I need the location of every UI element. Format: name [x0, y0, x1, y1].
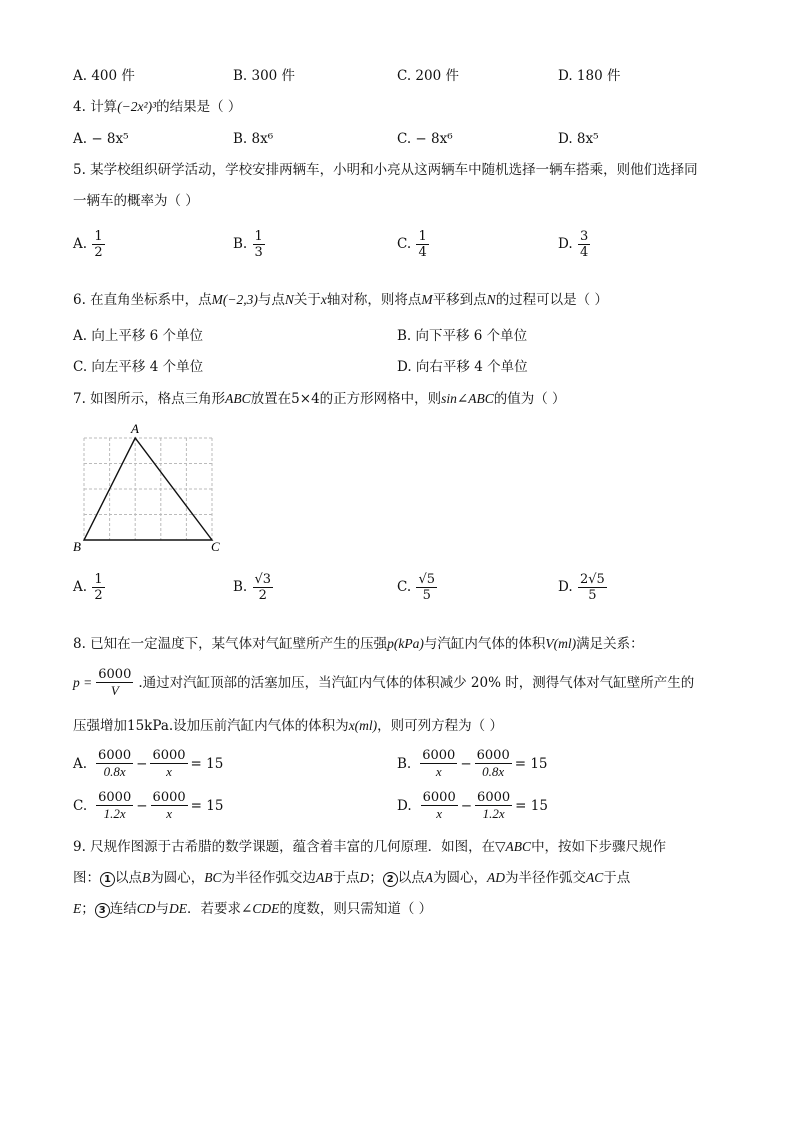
- q6-text: 轴对称，则将点: [326, 292, 422, 308]
- q5-option-c-label: C.: [397, 236, 412, 252]
- q9-text: 连结: [109, 901, 137, 917]
- q9-text: 图：: [73, 870, 100, 886]
- fraction: [151, 790, 188, 821]
- q6-option-a: A. 向上平移 6 个单位: [73, 328, 204, 344]
- fraction: [96, 790, 133, 821]
- q3-option-c: C. 200 件: [397, 68, 459, 84]
- q9-text: 的度数，则只需知道（ ）: [279, 901, 433, 917]
- q9-triangle: ▽ABC: [495, 839, 532, 854]
- q8-option-c-label: C.: [73, 797, 88, 814]
- q8-option-b-label: B.: [397, 755, 412, 772]
- numerator: 2√5: [579, 572, 605, 587]
- q9-text: 为圆心，: [150, 870, 205, 886]
- q7-text: 的值为（ ）: [493, 391, 566, 407]
- q8-pressure-increase: 15kPa: [127, 718, 169, 734]
- q8-option-d-equation: [420, 790, 548, 821]
- q8-option-a-label: A.: [73, 755, 88, 772]
- q8-formula-lhs: p =: [73, 674, 93, 690]
- q8-text: ，则可列方程为（ ）: [377, 718, 503, 734]
- q7-triangle-abc: [84, 438, 212, 540]
- q9-segment-de: DE: [169, 901, 188, 916]
- q6-text: 的过程可以是（ ）: [495, 292, 608, 308]
- q4-option-d: D. 8x⁵: [558, 131, 599, 147]
- denominator: 5: [422, 588, 431, 603]
- denominator: x: [435, 764, 442, 779]
- numerator: 3: [579, 229, 589, 244]
- q9-segment-bc: BC: [204, 870, 222, 885]
- denominator: V: [110, 683, 119, 698]
- q6-option-b: B. 向下平移 6 个单位: [397, 328, 528, 344]
- q8-pressure: p(kPa): [387, 636, 424, 651]
- q7-grid-size: 5×4: [291, 391, 320, 407]
- q6-point-m: M: [421, 292, 433, 307]
- q9-text: 于点: [332, 870, 360, 886]
- q7-option-b-fraction: [253, 572, 274, 603]
- q7-label-c: C: [211, 539, 220, 554]
- q8-option-b: [397, 748, 548, 779]
- q9-text: ；: [81, 901, 95, 917]
- q7-stem: [73, 390, 566, 408]
- q8-text: .通过对汽缸顶部的活塞加压，当汽缸内气体的体积减少 20% 时，测得气体对气缸壁所产生的: [138, 674, 695, 691]
- denominator: 0.8x: [482, 764, 505, 779]
- q4-option-c: C. − 8x⁶: [397, 131, 453, 147]
- q7-option-c-fraction: [416, 572, 437, 603]
- q8-option-c-equation: [95, 790, 223, 821]
- q6-point-n: N: [284, 292, 294, 307]
- q5-stem-line2: 一辆车的概率为（ ）: [73, 193, 199, 209]
- q7-option-a-label: A.: [73, 579, 88, 595]
- q9-text: 中，按如下步骤尺规作: [531, 839, 667, 855]
- q9-point-b: B: [142, 870, 151, 885]
- numerator: √5: [418, 572, 435, 587]
- q5-option-b-label: B.: [233, 236, 248, 252]
- q5-option-a-fraction: [92, 229, 104, 260]
- q7-option-d-label: D.: [558, 579, 573, 595]
- fraction: [420, 748, 457, 779]
- q7-option-a: [73, 572, 106, 603]
- q8-stem-line3: [73, 717, 503, 735]
- q6-text: 6. 在直角坐标系中，点: [73, 292, 212, 308]
- q5-option-d-label: D.: [558, 236, 573, 252]
- q7-option-d: [558, 572, 608, 603]
- minus-sign: −: [460, 797, 473, 814]
- q9-text: 为圆心，: [433, 870, 488, 886]
- q7-option-d-fraction: [578, 572, 607, 603]
- q7-label-b: B: [73, 539, 81, 554]
- denominator: 5: [588, 588, 597, 603]
- q9-segment-ab: AB: [316, 870, 333, 885]
- q9-stem-line3: [73, 900, 432, 918]
- q9-text: 为半径作弧交: [505, 870, 587, 886]
- q5-option-c: [397, 229, 430, 260]
- equation-rhs: = 15: [515, 797, 548, 814]
- q5-option-a-label: A.: [73, 236, 88, 252]
- q7-option-c-label: C.: [397, 579, 412, 595]
- denominator: x: [166, 806, 172, 821]
- q6-option-d: D. 向右平移 4 个单位: [397, 359, 528, 375]
- equation-rhs: = 15: [190, 755, 224, 772]
- q9-point-a: A: [424, 870, 434, 885]
- denominator: 2: [94, 245, 103, 260]
- q7-triangle-figure: [70, 420, 230, 555]
- numerator: 1: [94, 229, 103, 244]
- q4-option-a: A. − 8x⁵: [73, 131, 129, 147]
- q9-text: 以点: [397, 870, 425, 886]
- q9-angle-cde: ∠CDE: [241, 901, 280, 916]
- step-2-marker: 2: [383, 872, 398, 887]
- numerator: 1: [254, 229, 263, 244]
- numerator: 6000: [422, 790, 456, 805]
- q5-option-b: [233, 229, 266, 260]
- q5-option-c-fraction: [416, 229, 428, 260]
- q7-sine: sin∠ABC: [441, 391, 494, 406]
- equation-rhs: = 15: [514, 755, 548, 772]
- q9-segment-ac: AC: [586, 870, 604, 885]
- q5-stem-line1: 5. 某学校组织研学活动，学校安排两辆车，小明和小亮从这两辆车中随机选择一辆车搭乘，则他们选择同: [73, 162, 698, 178]
- q5-option-a: [73, 229, 106, 260]
- q3-option-b: B. 300 件: [233, 68, 296, 84]
- fraction: [475, 790, 512, 821]
- q9-point-e: E: [73, 901, 82, 916]
- q9-segment-cd: CD: [136, 901, 156, 916]
- denominator: 1.2x: [103, 806, 126, 821]
- denominator: 1.2x: [482, 806, 505, 821]
- q6-point-n: N: [486, 292, 496, 307]
- q4-stem: [73, 98, 241, 116]
- q8-volume-x: x(ml): [348, 718, 378, 733]
- q9-stem-line1: [73, 838, 666, 856]
- q4-suffix: 的结果是（ ）: [156, 99, 242, 115]
- q7-text: 放置在: [250, 391, 292, 407]
- q6-text: 平移到点: [432, 292, 487, 308]
- q6-stem: [73, 291, 608, 309]
- q9-text: 与: [155, 901, 170, 917]
- q7-option-b-label: B.: [233, 579, 248, 595]
- q7-grid: [84, 438, 212, 540]
- denominator: 3: [254, 245, 263, 260]
- numerator: 6000: [476, 748, 510, 763]
- q4-expression: (−2x²)³: [117, 99, 157, 114]
- q7-text: 的正方形网格中，则: [319, 391, 442, 407]
- q8-text: .设加压前汽缸内气体的体积为: [168, 718, 349, 734]
- fraction: [150, 748, 187, 779]
- numerator: 6000: [98, 748, 132, 763]
- q9-point-d: D: [359, 870, 370, 885]
- equation-rhs: = 15: [190, 797, 224, 814]
- numerator: 1: [418, 229, 427, 244]
- q6-text: 与点: [257, 292, 285, 308]
- q8-option-c: [73, 790, 223, 821]
- q8-stem-line1: [73, 635, 644, 653]
- denominator: x: [166, 764, 172, 779]
- q9-segment-ad: AD: [487, 870, 506, 885]
- q6-point-m: M(−2,3): [211, 292, 258, 307]
- numerator: √3: [254, 572, 272, 587]
- numerator: 6000: [152, 790, 186, 805]
- step-1-marker: 1: [100, 872, 115, 887]
- q7-text: 7. 如图所示，格点三角形: [73, 391, 226, 407]
- q8-text: 压强增加: [73, 718, 127, 734]
- denominator: 4: [418, 245, 427, 260]
- q8-text: 与汽缸内气体的体积: [423, 636, 546, 652]
- q4-prefix: 计算: [90, 99, 118, 115]
- q8-formula-fraction: [96, 667, 133, 698]
- q8-option-a: [73, 748, 223, 779]
- q7-label-a: A: [131, 421, 139, 436]
- q4-option-b: B. 8x⁶: [233, 131, 274, 147]
- q3-option-a: A. 400 件: [73, 68, 135, 84]
- q6-option-c: C. 向左平移 4 个单位: [73, 359, 204, 375]
- denominator: 0.8x: [103, 764, 126, 779]
- q7-triangle: ABC: [225, 391, 251, 406]
- denominator: 2: [94, 588, 103, 603]
- numerator: 6000: [152, 748, 186, 763]
- q8-option-b-equation: [419, 748, 547, 779]
- minus-sign: −: [136, 755, 148, 772]
- q7-option-b: [233, 572, 274, 603]
- q5-option-d-fraction: [578, 229, 590, 260]
- q9-text: 于点: [603, 870, 631, 886]
- minus-sign: −: [460, 755, 472, 772]
- q8-volume: V(ml): [545, 636, 577, 651]
- q5-option-d: [558, 229, 591, 260]
- step-3-marker: 3: [95, 903, 110, 918]
- q7-option-c: [397, 572, 438, 603]
- numerator: 6000: [477, 790, 511, 805]
- denominator: x: [436, 806, 443, 821]
- minus-sign: −: [136, 797, 148, 814]
- fraction: [421, 790, 458, 821]
- q8-text: 满足关系：: [576, 636, 644, 652]
- q9-text: ；: [369, 870, 383, 886]
- q5-option-b-fraction: [253, 229, 265, 260]
- denominator: 4: [579, 245, 589, 260]
- numerator: 6000: [98, 667, 132, 682]
- q4-number: 4.: [73, 99, 86, 115]
- numerator: 6000: [98, 790, 132, 805]
- denominator: 2: [258, 588, 267, 603]
- q9-stem-line2: [73, 869, 630, 887]
- q9-text: ．若要求: [187, 901, 242, 917]
- q8-option-d-label: D.: [397, 797, 412, 814]
- fraction: [96, 748, 133, 779]
- q6-text: 关于: [293, 292, 321, 308]
- numerator: 1: [94, 572, 103, 587]
- q3-option-d: D. 180 件: [558, 68, 621, 84]
- numerator: 6000: [422, 748, 456, 763]
- fraction: [475, 748, 512, 779]
- q9-text: 以点: [115, 870, 142, 886]
- q8-text: 8. 已知在一定温度下，某气体对气缸壁所产生的压强: [73, 636, 388, 652]
- q9-text: 9. 尺规作图源于古希腊的数学课题，蕴含着丰富的几何原理．如图，在: [73, 839, 496, 855]
- q7-option-a-fraction: [92, 572, 104, 603]
- q6-axis: x: [320, 292, 327, 307]
- q8-stem-line2: [73, 667, 694, 698]
- q8-option-a-equation: [95, 748, 223, 779]
- q9-text: 为半径作弧交边: [221, 870, 317, 886]
- q8-option-d: [397, 790, 548, 821]
